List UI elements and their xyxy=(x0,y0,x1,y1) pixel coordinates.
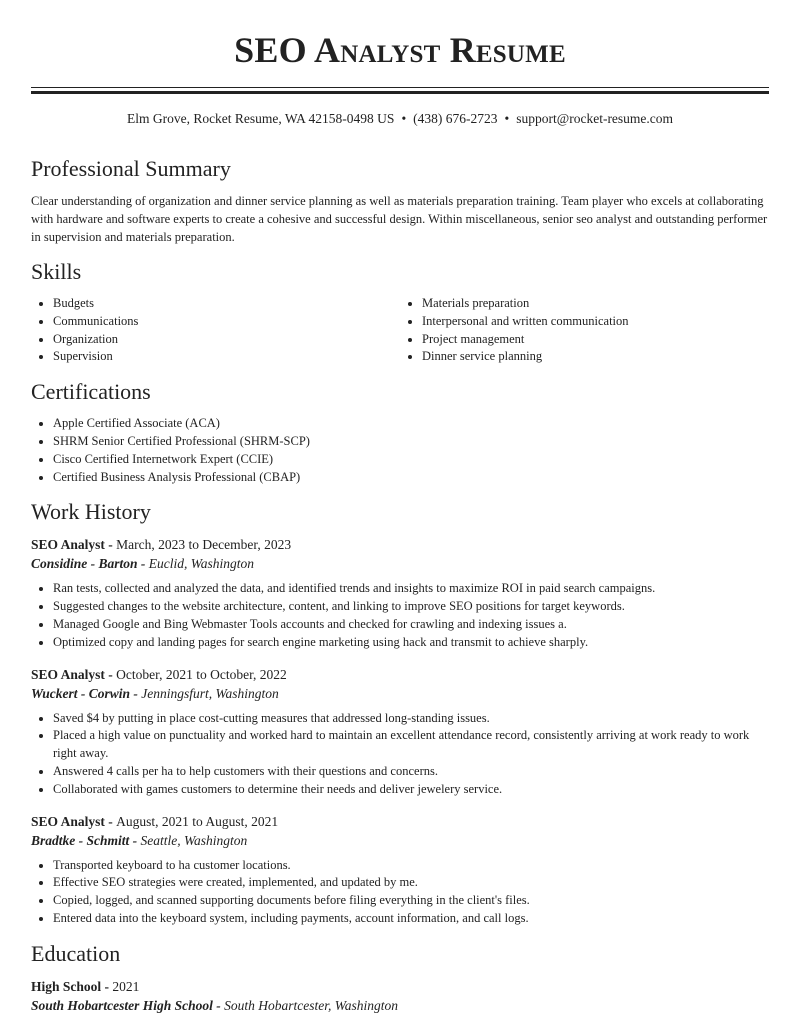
certification-item: • SHRM Senior Certified Professional (SHRM-SCP) xyxy=(53,433,769,451)
job-bullet: • Effective SEO strategies were created, implemented, and updated by me. xyxy=(53,874,769,892)
skill-item: • Budgets xyxy=(53,295,400,313)
job-bullet: • Answered 4 calls per ha to help customers with their questions and concerns. xyxy=(53,763,769,781)
education-location: South Hobartcester, Washington xyxy=(224,997,399,1013)
job-bullet: • Transported keyboard to ha customer locations. xyxy=(53,857,769,875)
summary-section xyxy=(31,155,769,246)
job-bullets xyxy=(31,710,769,799)
contact-line xyxy=(31,110,769,128)
education-entry xyxy=(31,977,769,1015)
job-bullet: • Entered data into the keyboard system, including payments, account information, and call logs. xyxy=(53,910,769,928)
dash: - xyxy=(104,666,117,682)
job-title: SEO Analyst xyxy=(31,813,105,829)
job-title-line xyxy=(31,665,769,684)
job-company-line xyxy=(31,684,769,703)
dash: - xyxy=(101,978,113,994)
skills-list-left xyxy=(31,295,400,366)
bullet-separator: • xyxy=(401,111,407,126)
certification-item: • Apple Certified Associate (ACA) xyxy=(53,415,769,433)
job-company: Bradtke - Schmitt xyxy=(31,832,130,848)
job-bullet: • Optimized copy and landing pages for search engine marketing using hack and transmit to achieve sharply. xyxy=(53,634,769,652)
section-heading-skills: Skills xyxy=(31,259,82,284)
skill-item: • Interpersonal and written communication xyxy=(422,313,769,331)
header-divider-thick xyxy=(31,91,769,94)
education-degree-line xyxy=(31,977,769,996)
job-dates: August, 2021 to August, 2021 xyxy=(116,813,279,829)
job-bullet: • Saved $4 by putting in place cost-cutting measures that addressed long-standing issues. xyxy=(53,710,769,728)
job-company: Considine - Barton xyxy=(31,556,138,572)
job-title-line xyxy=(31,812,769,831)
job-bullet: • Copied, logged, and scanned supporting documents before filing everything in the client's files. xyxy=(53,892,769,910)
skill-item: • Materials preparation xyxy=(422,295,769,313)
skills-section xyxy=(31,258,769,366)
section-heading-certifications: Certifications xyxy=(31,379,151,405)
dash: - xyxy=(104,537,117,553)
job-company: Wuckert - Corwin xyxy=(31,685,131,701)
certification-item: • Cisco Certified Internetwork Expert (CCIE) xyxy=(53,451,769,469)
contact-phone: (438) 676-2723 xyxy=(413,111,498,126)
job-bullet: • Collaborated with games customers to determine their needs and deliver jewelery service. xyxy=(53,781,769,799)
job-entry xyxy=(31,535,769,651)
skill-item: • Project management xyxy=(422,331,769,349)
job-bullet: • Suggested changes to the website architecture, content, and linking to improve SEO positions for target keywords. xyxy=(53,598,769,616)
job-bullet: • Placed a high value on punctuality and worked hard to maintain an excellent attendance record, consistently arriving at work ready to work right away. xyxy=(53,727,769,763)
education-school-line xyxy=(31,996,769,1015)
skill-item: • Supervision xyxy=(53,348,400,366)
dash: - xyxy=(104,813,117,829)
dash: - xyxy=(130,685,142,701)
job-dates: March, 2023 to December, 2023 xyxy=(116,537,292,553)
job-company-line xyxy=(31,554,769,573)
job-entry xyxy=(31,812,769,928)
section-heading-education: Education xyxy=(31,940,121,966)
education-school: South Hobartcester High School xyxy=(31,997,213,1013)
job-company-line xyxy=(31,831,769,850)
summary-text: Clear understanding of organization and dinner service planning as well as materials preparation training. Team player who excels at collaborating with hardware and software experts to create a cohesive and successful design. Within miscellaneous, senior seo analyst and outstanding performer in supervision and materials preparation. xyxy=(31,194,768,244)
certification-item: • Certified Business Analysis Professional (CBAP) xyxy=(53,469,769,487)
contact-email: support@rocket-resume.com xyxy=(516,111,674,126)
job-bullet: • Managed Google and Bing Webmaster Tools accounts and checked for crawling and indexing issues a. xyxy=(53,616,769,634)
skill-item: • Dinner service planning xyxy=(422,348,769,366)
certifications-section xyxy=(31,378,769,486)
resume-title: SEO Analyst Resume xyxy=(234,30,566,70)
education-section xyxy=(31,940,769,1015)
job-title-line xyxy=(31,535,769,554)
header-divider-thin xyxy=(31,87,769,88)
skill-item: • Communications xyxy=(53,313,400,331)
contact-address: Elm Grove, Rocket Resume, WA 42158-0498 US xyxy=(126,111,395,126)
skills-list-right xyxy=(400,295,769,366)
job-bullets xyxy=(31,580,769,651)
dash: - xyxy=(137,556,149,572)
job-bullets xyxy=(31,857,769,928)
job-title: SEO Analyst xyxy=(31,537,105,553)
education-year: 2021 xyxy=(112,978,140,994)
section-heading-work-history: Work History xyxy=(31,499,151,525)
job-location: Seattle, Washington xyxy=(140,832,248,848)
job-title: SEO Analyst xyxy=(31,666,105,682)
section-heading-summary: Professional Summary xyxy=(31,156,231,181)
dash: - xyxy=(129,832,141,848)
work-history-section xyxy=(31,498,769,927)
skills-columns xyxy=(31,295,769,366)
job-entry xyxy=(31,665,769,799)
skill-item: • Organization xyxy=(53,331,400,349)
bullet-separator: • xyxy=(504,111,510,126)
job-dates: October, 2021 to October, 2022 xyxy=(116,666,287,682)
certifications-list xyxy=(31,415,769,486)
education-degree: High School xyxy=(31,978,102,994)
job-location: Euclid, Washington xyxy=(148,556,255,572)
job-location: Jenningsfurt, Washington xyxy=(141,685,279,701)
dash: - xyxy=(212,997,225,1013)
job-bullet: • Ran tests, collected and analyzed the data, and identified trends and insights to maximize ROI in paid search campaigns. xyxy=(53,580,769,598)
